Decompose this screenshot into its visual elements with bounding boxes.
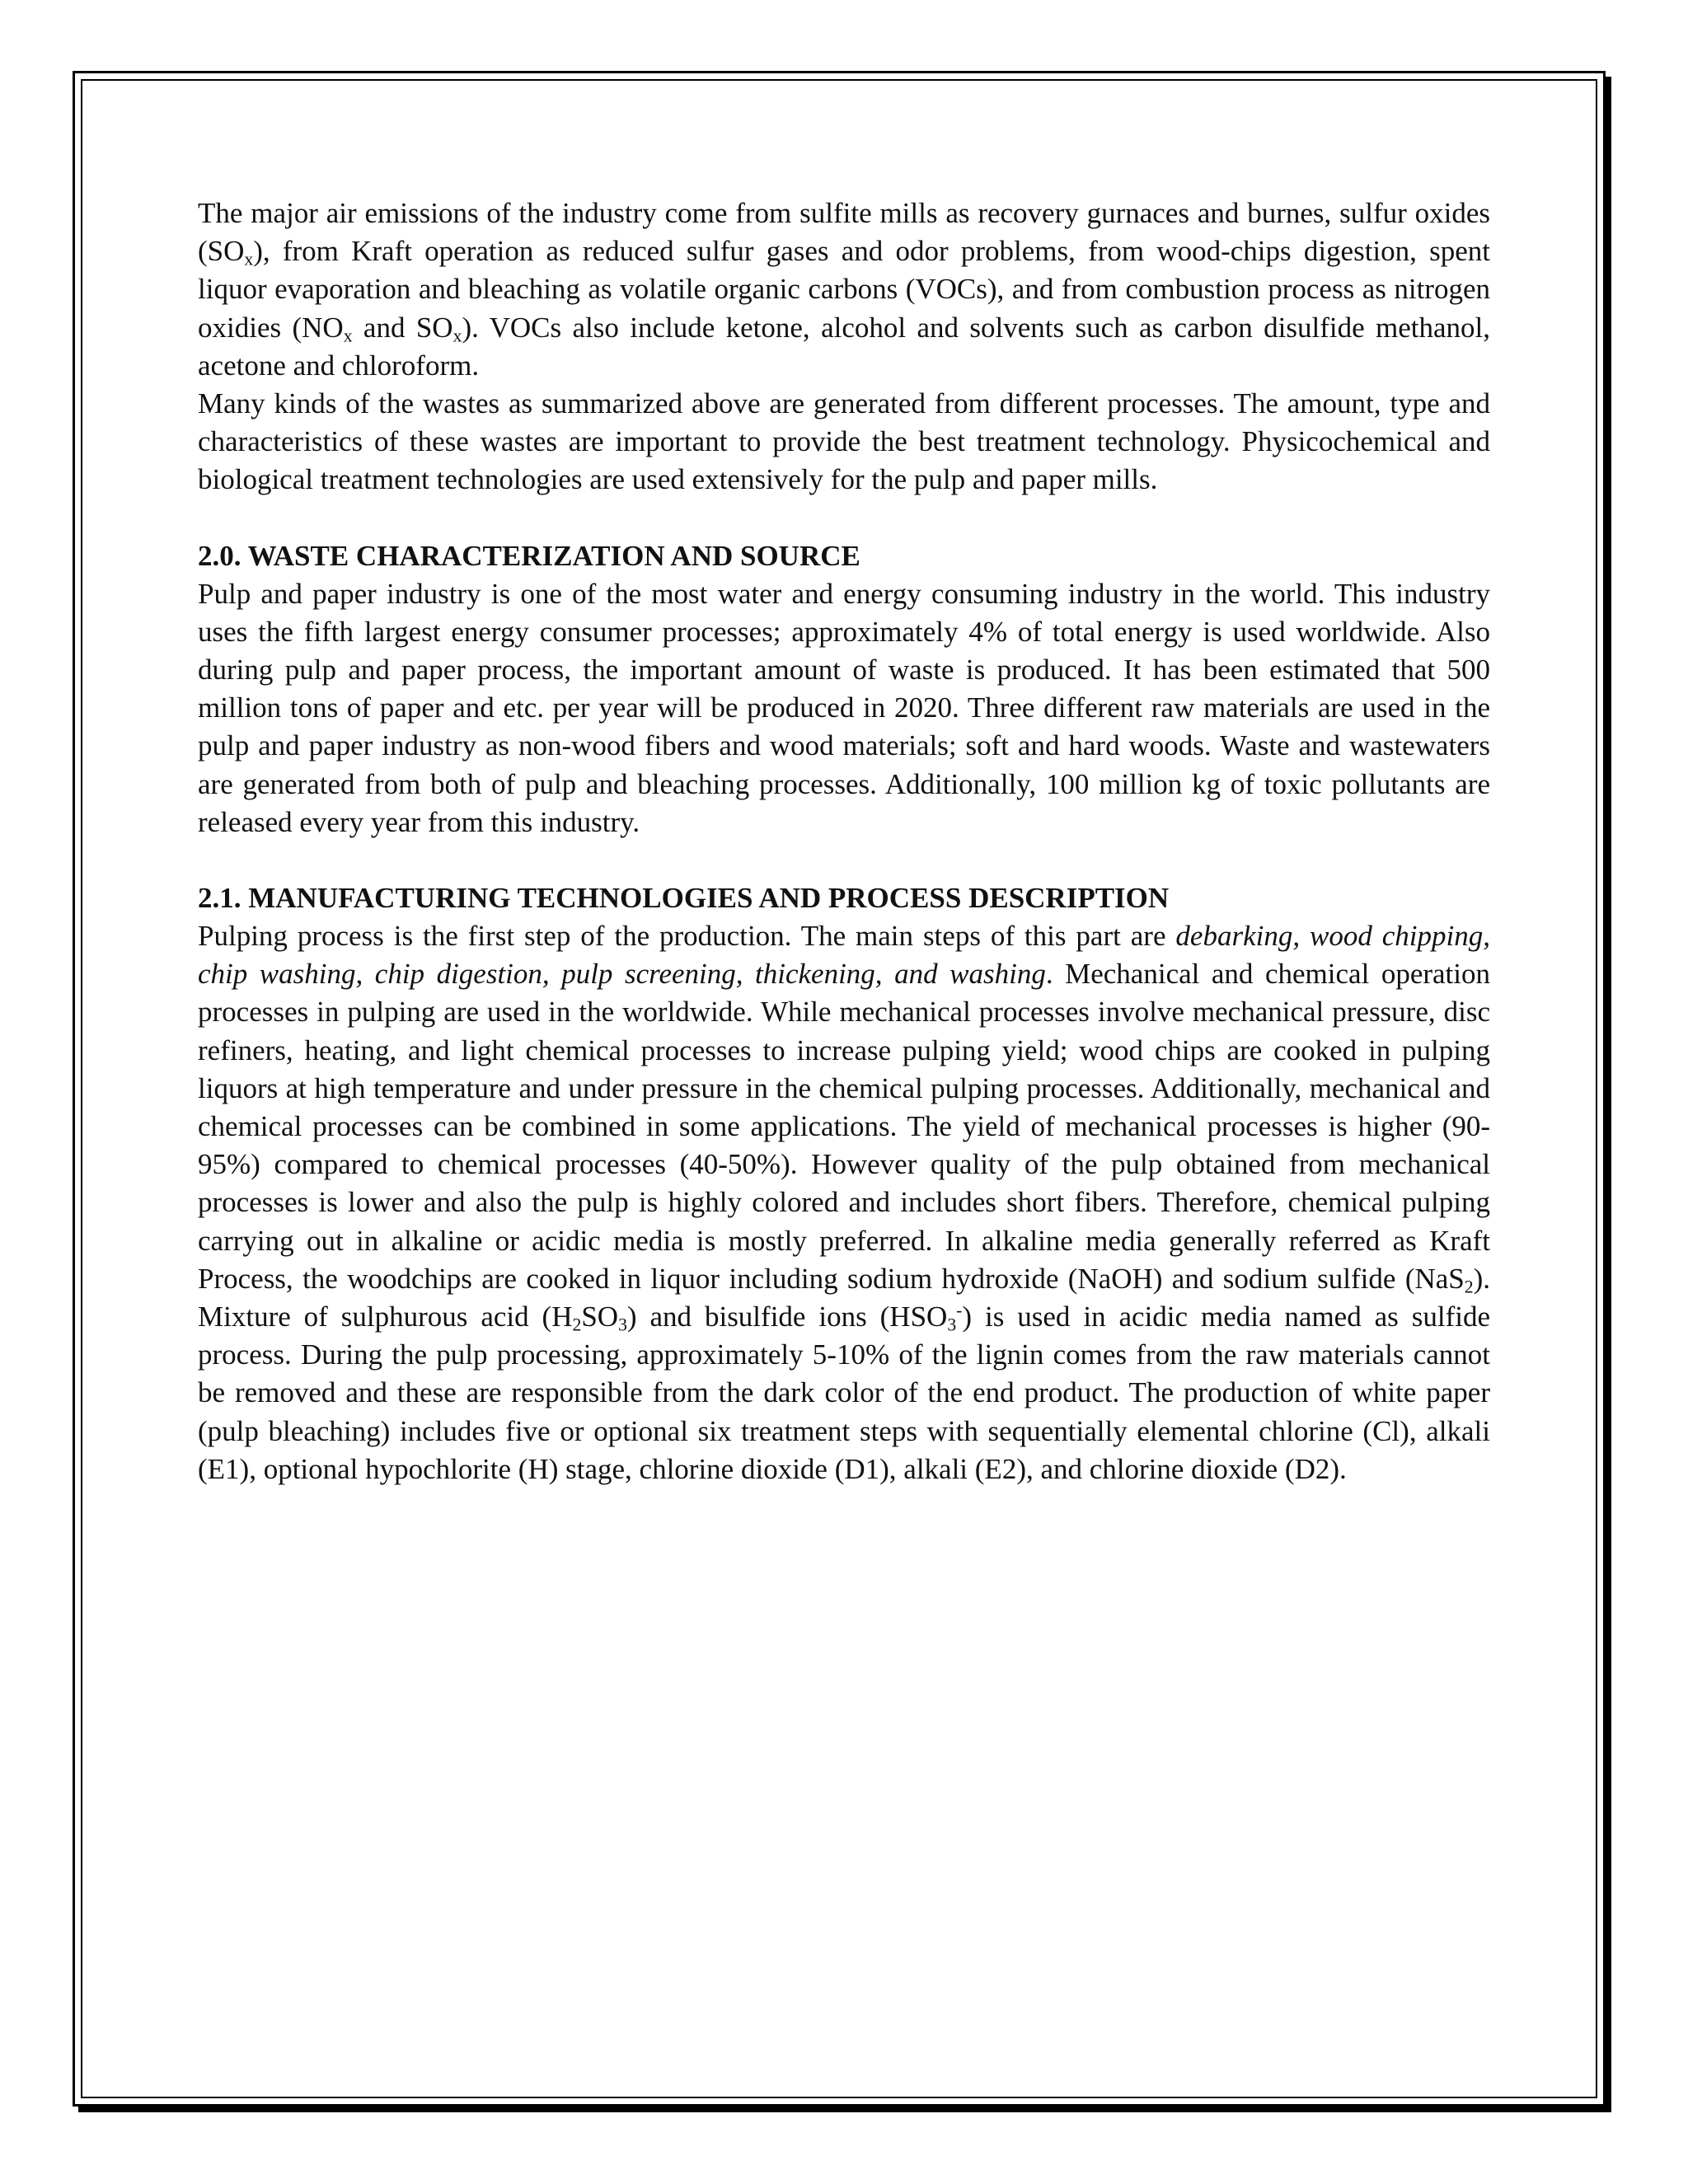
spacer: [198, 499, 1490, 537]
paragraph-wastes-summary: Many kinds of the wastes as summarized above are generated from different processes. The amount, type and characteristics of these wastes are important to provide the best treatment technology. Physicochemical and biological treatment technologies are used extensively for the pulp and paper mills.: [198, 387, 1490, 496]
paragraph-air-emissions: The major air emissions of the industry come from sulfite mills as recovery gurnaces and burnes, sulfur oxides $(SO_x)$, from Kraft operation as reduced sulfur gases and odor problems, from wood-chips digestion, spent liquor evaporation and bleaching as volatile organic carbons (VOCs), and from combustion process as nitrogen oxidies ($NO_x$ and $SO_x$). VOCs also include ketone, alcohol and solvents such as carbon disulfide methanol, acetone and chloroform.: [198, 197, 1491, 382]
paragraph-manufacturing-process: Pulping process is the first step of the production. The main steps of this part are debarking, wood chipping, chip washing, chip digestion, pulp screening, thickening, and washing. Mechanical and chemical operation processes in pulping are used in the worldwide. While mechanical processes involve mechanical pressure, disc refiners, heating, and light chemical processes to increase pulping yield; wood chips are cooked in pulping liquors at high temperature and under pressure in the chemical pulping processes. Additionally, mechanical and chemical processes can be combined in some applications. The yield of mechanical processes is higher (90-95%) compared to chemical processes (40-50%). However quality of the pulp obtained from mechanical processes is lower and also the pulp is highly colored and includes short fibers. Therefore, chemical pulping carrying out in alkaline or acidic media is mostly preferred. In alkaline media generally referred as Kraft Process, the woodchips are cooked in liquor including sodium hydroxide (NaOH) and sodium sulfide (NaS$_2$). Mixture of sulphurous acid $(H_2SO_3)$ and bisulfide ions $(HSO_3^-)$ is used in acidic media named as sulfide process. During the pulp processing, approximately 5-10% of the lignin comes from the raw materials cannot be removed and these are responsible from the dark color of the end product. The production of white paper (pulp bleaching) includes five or optional six treatment steps with sequentially elemental chlorine (Cl), alkali (E1), optional hypochlorite (H) stage, chlorine dioxide (D1), alkali (E2), and chlorine dioxide (D2).: [198, 920, 1491, 1485]
paragraph-waste-characterization: Pulp and paper industry is one of the most water and energy consuming industry in the world. This industry uses the fifth largest energy consumer processes; approximately 4% of total energy is used worldwide. Also during pulp and paper process, the important amount of waste is produced. It has been estimated that 500 million tons of paper and etc. per year will be produced in 2020. Three different raw materials are used in the pulp and paper industry as non-wood fibers and wood materials; soft and hard woods. Waste and wastewaters are generated from both of pulp and bleaching processes. Additionally, 100 million kg of toxic pollutants are released every year from this industry.: [198, 577, 1490, 838]
document-body: [198, 194, 1490, 1488]
spacer: [198, 841, 1490, 879]
section-heading-2-1: 2.1. MANUFACTURING TECHNOLOGIES AND PROCESS DESCRIPTION: [198, 882, 1170, 915]
section-heading-2-0: 2.0. WASTE CHARACTERIZATION AND SOURCE: [198, 539, 860, 572]
